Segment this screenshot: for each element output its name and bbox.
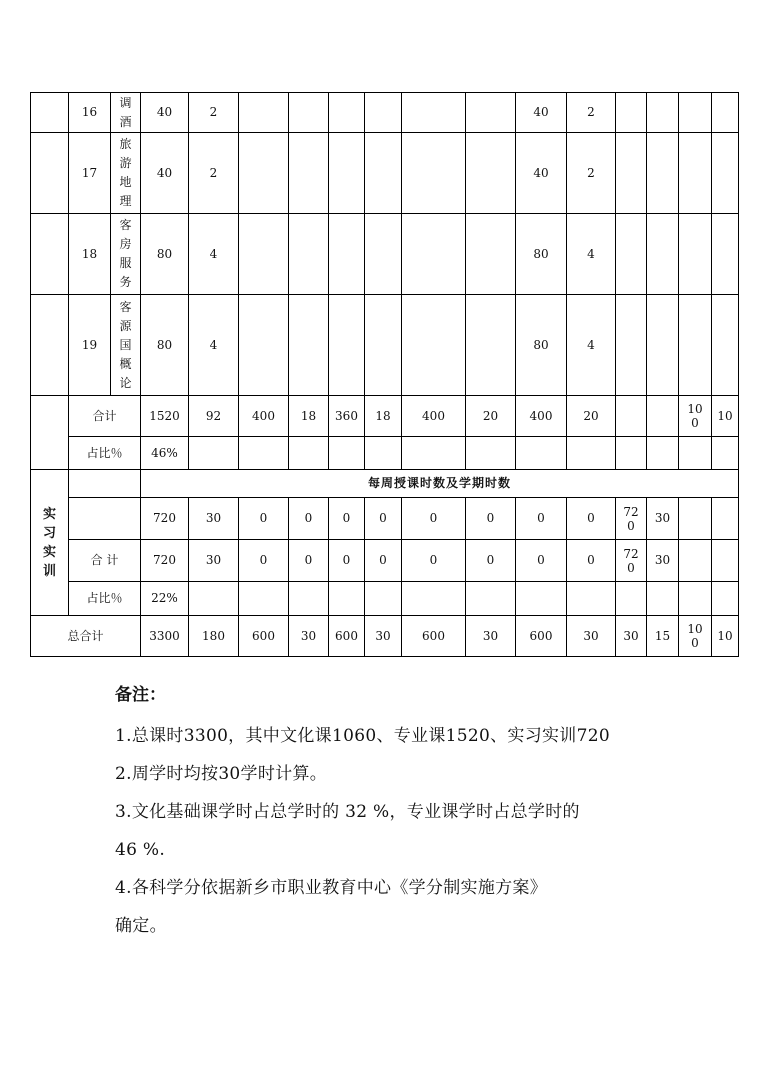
value-cell: 720 [141,540,189,582]
course-name-char: 酒 [119,114,132,129]
value-cell: 30 [647,540,679,582]
value-cell [679,582,712,616]
value-cell: 0 [567,498,616,540]
value-cell: 0 [289,540,329,582]
value-cell [647,437,679,470]
cell-text-part: 0 [691,636,699,650]
value-cell [616,93,647,133]
value-cell [289,295,329,396]
value-cell [239,295,289,396]
value-cell: 40 [516,93,567,133]
value-cell [365,437,402,470]
value-cell: 40 [516,133,567,214]
cell-text-part: 0 [627,518,635,533]
value-cell: 600 [329,616,365,657]
value-cell: 92 [189,396,239,437]
course-name-char: 旅 [119,137,132,151]
note-line: 4.各科学分依据新乡市职业教育中心《学分制实施方案》 [115,878,548,898]
side-label-char: 实 [42,544,56,560]
value-cell [679,437,712,470]
value-cell: 30 [189,498,239,540]
value-cell: 20 [466,396,516,437]
table-row [31,93,739,133]
cell-text-part: 10 [687,622,703,636]
value-cell: 80 [516,214,567,295]
value-cell: 2 [567,93,616,133]
course-name-char: 概 [119,356,132,371]
value-cell: 0 [329,540,365,582]
practice-ratio-row [31,582,739,616]
note-line: 确定。 [115,916,167,936]
table-row [31,133,739,214]
value-cell [239,93,289,133]
row-number: 18 [69,214,111,295]
value-cell [329,214,365,295]
value-cell [365,582,402,616]
note-line: 1.总课时3300，其中文化课1060、专业课1520、实习实训720 [115,726,610,746]
value-cell: 0 [402,540,466,582]
value-cell: 40 [141,133,189,214]
value-cell [365,214,402,295]
value-cell: 80 [141,214,189,295]
value-cell: 30 [616,616,647,657]
cell-text-part: 72 [623,546,639,561]
total-row [31,396,739,437]
value-cell: 0 [402,498,466,540]
value-cell [679,133,712,214]
value-cell [616,498,647,540]
value-cell [647,93,679,133]
grand-total-label: 总合计 [31,616,141,657]
value-cell: 10 [712,396,739,437]
cell-text-part: 0 [691,416,699,430]
cell-text-part: 10 [687,402,703,416]
note-line: 46 %. [115,840,166,860]
value-cell: 0 [239,498,289,540]
notes-title: 备注： [115,685,166,705]
value-cell: 600 [516,616,567,657]
value-cell: 20 [567,396,616,437]
ratio-label: 占比％ [69,437,141,470]
value-cell [647,133,679,214]
value-cell [679,93,712,133]
course-name [111,133,141,214]
value-cell [712,93,739,133]
value-cell [365,133,402,214]
practice-blank [69,498,141,540]
value-cell [567,582,616,616]
row-number: 19 [69,295,111,396]
value-cell [679,540,712,582]
row-number: 16 [69,93,111,133]
value-cell [466,295,516,396]
category-cell [31,133,69,214]
value-cell [647,214,679,295]
value-cell [616,133,647,214]
ratio-label: 占比％ [69,582,141,616]
value-cell: 0 [329,498,365,540]
course-name-char: 客 [119,218,132,232]
value-cell [289,133,329,214]
value-cell [365,295,402,396]
value-cell: 400 [239,396,289,437]
value-cell: 30 [365,616,402,657]
value-cell [712,582,739,616]
value-cell: 600 [239,616,289,657]
value-cell [239,437,289,470]
value-cell: 0 [516,540,567,582]
course-name [111,93,141,133]
value-cell [647,396,679,437]
course-name-char: 论 [119,375,132,390]
cell-text-part: 72 [623,504,639,519]
value-cell: 4 [567,295,616,396]
side-label-char: 训 [42,563,56,579]
value-cell [679,498,712,540]
value-cell [647,295,679,396]
value-cell [329,133,365,214]
value-cell: 4 [567,214,616,295]
value-cell: 2 [189,133,239,214]
value-cell: 0 [567,540,616,582]
course-name [111,214,141,295]
value-cell [679,295,712,396]
value-cell [712,214,739,295]
notes-section [115,683,675,952]
value-cell [466,133,516,214]
value-cell [466,93,516,133]
value-cell: 400 [516,396,567,437]
side-label-char: 实 [42,506,56,522]
value-cell [365,93,402,133]
course-name-char: 源 [119,318,132,333]
value-cell: 80 [516,295,567,396]
value-cell [289,582,329,616]
value-cell: 0 [516,498,567,540]
course-name-char: 服 [119,256,132,270]
value-cell: 4 [189,214,239,295]
course-name-char: 地 [119,175,132,189]
value-cell [712,295,739,396]
value-cell: 30 [567,616,616,657]
value-cell: 30 [647,498,679,540]
value-cell: 40 [141,93,189,133]
table-row [31,295,739,396]
value-cell [516,437,567,470]
value-cell [329,93,365,133]
value-cell: 600 [402,616,466,657]
value-cell [567,437,616,470]
course-name-char: 房 [119,237,132,251]
value-cell: 3300 [141,616,189,657]
value-cell [402,295,466,396]
value-cell: 720 [141,498,189,540]
value-cell: 30 [289,616,329,657]
value-cell [289,437,329,470]
grand-total-row [31,616,739,657]
practice-header-row [31,470,739,498]
value-cell [616,540,647,582]
ratio-value: 46% [141,437,189,470]
value-cell [402,93,466,133]
value-cell: 400 [402,396,466,437]
value-cell [402,214,466,295]
ratio-value: 22% [141,582,189,616]
course-schedule-table [30,92,739,657]
value-cell: 1520 [141,396,189,437]
value-cell [239,214,289,295]
value-cell [679,616,712,657]
value-cell: 0 [365,498,402,540]
value-cell [329,582,365,616]
value-cell: 80 [141,295,189,396]
side-label-char: 习 [42,525,56,541]
value-cell [289,93,329,133]
practice-blank [69,470,141,498]
value-cell [239,582,289,616]
category-cell [31,214,69,295]
value-cell [189,437,239,470]
value-cell [679,214,712,295]
value-cell: 360 [329,396,365,437]
value-cell: 30 [189,540,239,582]
total-label: 合 计 [69,540,141,582]
value-cell: 4 [189,295,239,396]
value-cell [289,214,329,295]
category-cell [31,295,69,396]
value-cell: 15 [647,616,679,657]
value-cell [402,437,466,470]
practice-row [31,498,739,540]
value-cell [239,133,289,214]
practice-header: 每周授课时数及学期时数 [141,470,739,498]
course-name-char: 游 [119,156,132,170]
value-cell [329,437,365,470]
value-cell: 18 [289,396,329,437]
value-cell [679,396,712,437]
note-line: 2.周学时均按30学时计算。 [115,764,328,784]
value-cell [616,582,647,616]
value-cell [516,582,567,616]
value-cell: 0 [466,498,516,540]
value-cell [466,214,516,295]
value-cell [402,133,466,214]
value-cell [647,582,679,616]
value-cell: 180 [189,616,239,657]
value-cell [712,437,739,470]
category-cell [31,396,69,470]
value-cell [189,582,239,616]
value-cell [712,133,739,214]
value-cell [616,214,647,295]
practice-total-row [31,540,739,582]
course-name-char: 务 [119,275,132,289]
value-cell [712,540,739,582]
value-cell: 2 [189,93,239,133]
value-cell: 0 [289,498,329,540]
course-name [111,295,141,396]
value-cell: 0 [365,540,402,582]
course-name-char: 理 [119,194,132,208]
value-cell [616,437,647,470]
practice-side-label [31,470,69,616]
value-cell [329,295,365,396]
value-cell [712,498,739,540]
value-cell [616,396,647,437]
category-cell [31,93,69,133]
row-number: 17 [69,133,111,214]
value-cell [466,582,516,616]
value-cell: 0 [466,540,516,582]
total-label: 合计 [69,396,141,437]
note-line: 3.文化基础课学时占总学时的 32 %，专业课学时占总学时的 [115,802,580,822]
course-name-char: 客 [119,299,132,314]
value-cell: 18 [365,396,402,437]
value-cell [616,295,647,396]
value-cell: 30 [466,616,516,657]
value-cell [466,437,516,470]
cell-text-part: 0 [627,560,635,575]
value-cell: 2 [567,133,616,214]
table-row [31,214,739,295]
ratio-row [31,437,739,470]
value-cell: 0 [239,540,289,582]
course-name-char: 调 [119,95,132,110]
value-cell [402,582,466,616]
value-cell: 10 [712,616,739,657]
course-name-char: 国 [119,337,132,352]
